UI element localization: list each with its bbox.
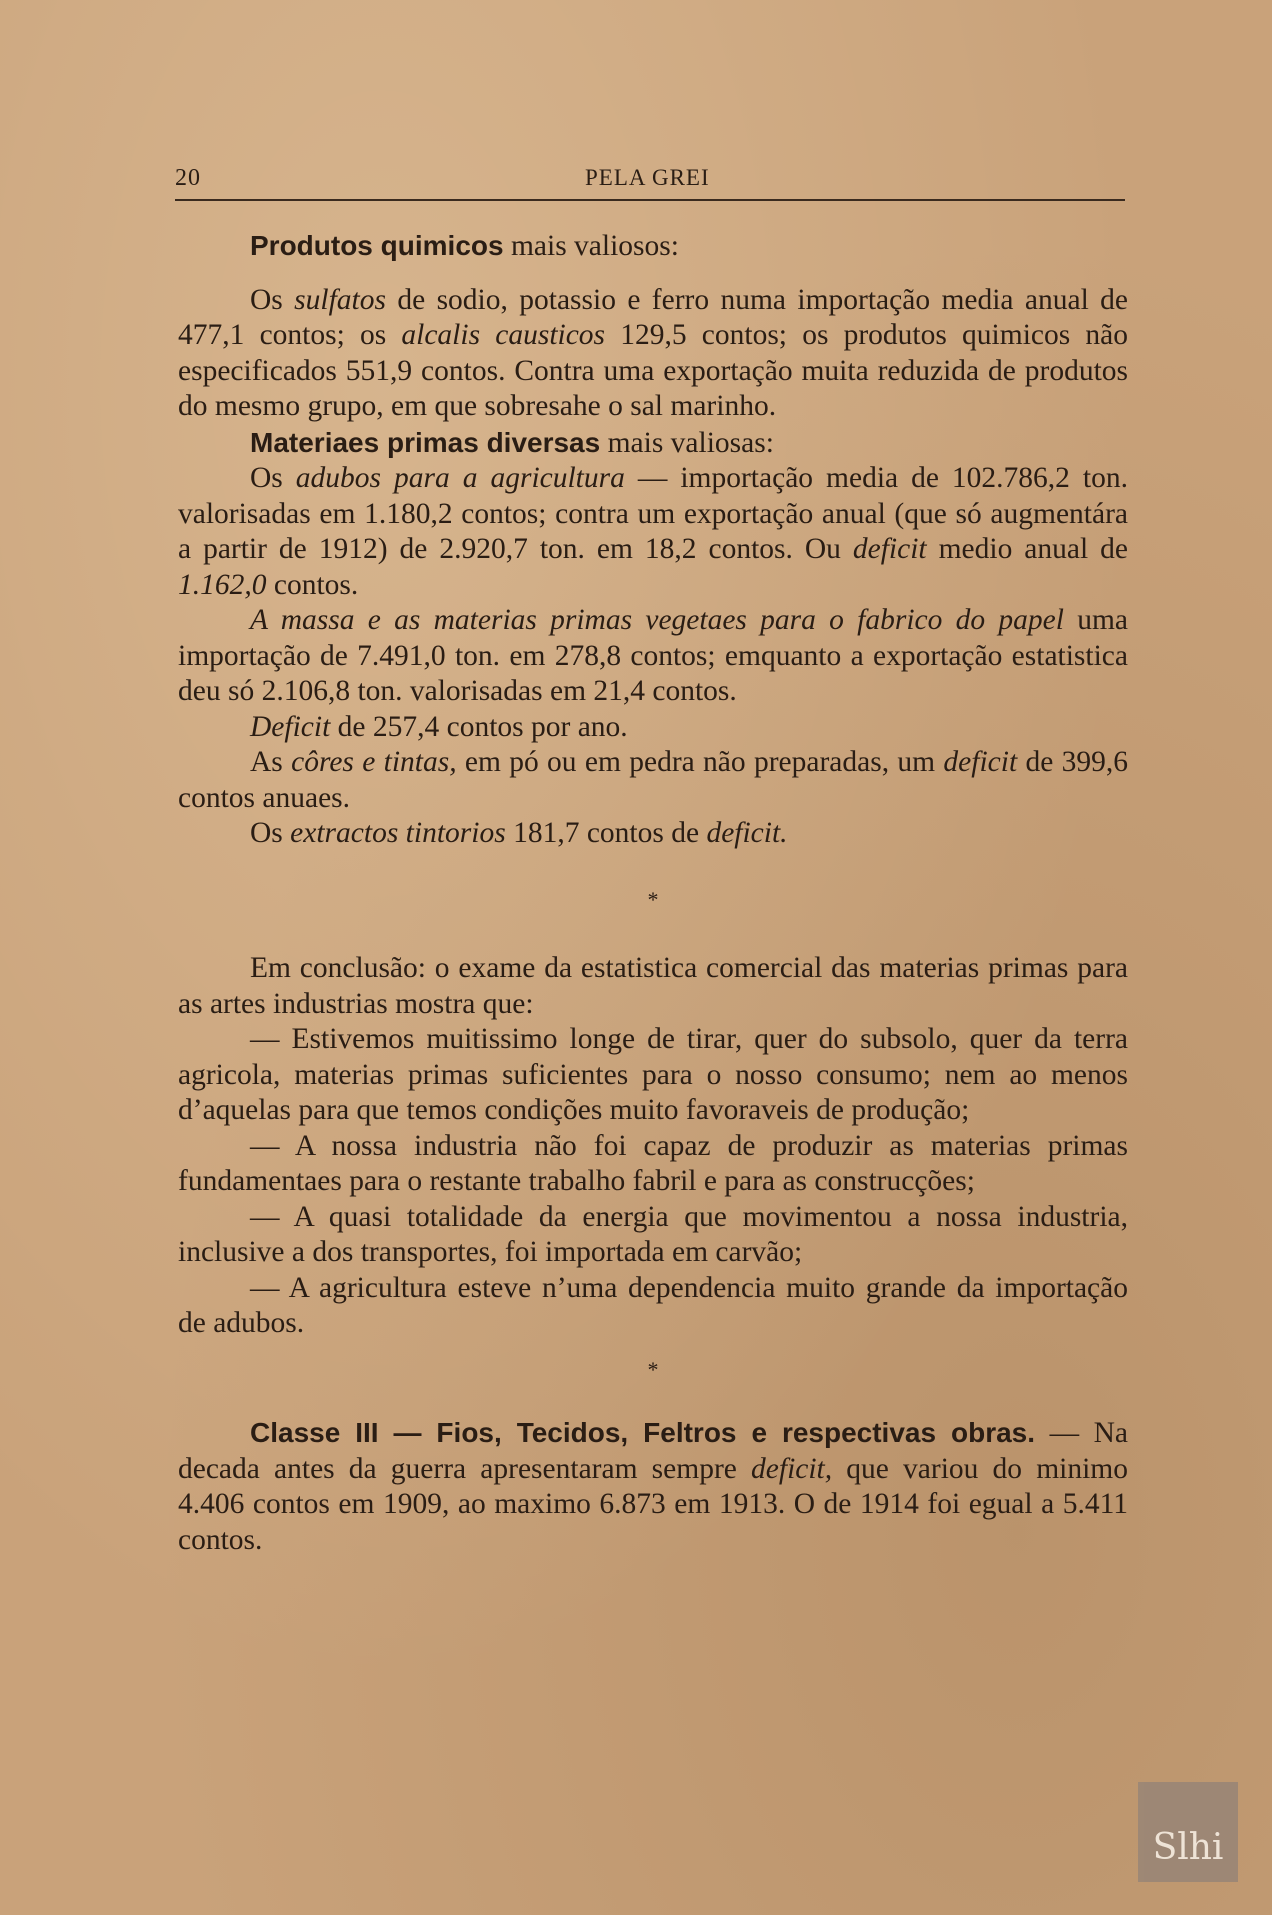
page-number: 20 — [175, 165, 201, 191]
text-run: em pó ou em pedra não preparadas, um — [456, 746, 944, 778]
text-run: Os — [250, 462, 296, 494]
italic-run: deficit — [852, 533, 927, 565]
paragraph-sulfatos — [178, 283, 1128, 425]
running-header — [175, 165, 1125, 201]
paragraph-conclusion-item-4: — A agricultura esteve n’uma dependencia muito grande da importação de adubos. — [178, 1271, 1128, 1339]
section-separator: * — [647, 886, 659, 912]
italic-run: 1.162,0 — [178, 568, 267, 601]
italic-run: deficit, — [751, 1452, 833, 1485]
italic-run: extractos tintorios — [290, 817, 506, 849]
section-heading-produtos-quimicos: Produtos quimicos — [250, 230, 504, 261]
page-body — [178, 228, 1128, 1558]
paragraph-extractos — [178, 816, 1128, 852]
text-run: uma importação de 7.491,0 ton. em 278,8 contos; emquanto a exportação estatistica deu só 2.106,8 ton. valorisadas em 21,4 contos. — [178, 604, 1128, 707]
paragraph-conclusion-item-1: — Estivemos muitissimo longe de tirar, quer do subsolo, quer da terra agricola, materias primas suficientes para o nosso consumo; nem ao menos d’aquelas para que temos condições muito favoraveis de produção; — [178, 1023, 1128, 1126]
section-separator: * — [647, 1356, 659, 1382]
text-run: Os — [250, 283, 295, 316]
watermark-text: Slhi — [1152, 1827, 1224, 1868]
paragraph-deficit — [178, 710, 1128, 746]
paragraph-conclusion-item-2: — A nossa industria não foi capaz de produzir as materias primas fundamentaes para o restante trabalho fabril e para as construcções; — [178, 1129, 1128, 1197]
text-run: — Na decada antes da guerra apresentaram sempre — [178, 1417, 1128, 1485]
text-run: de 257,4 contos por ano. — [330, 710, 628, 743]
italic-run: côres e tintas, — [291, 746, 457, 778]
paragraph-materiaes-primas — [178, 425, 1128, 462]
section-heading-materiaes-primas: Materiaes primas diversas — [250, 426, 601, 458]
section-heading-classe-iii: Classe III — Fios, Tecidos, Feltros e respectivas obras. — [250, 1417, 1036, 1448]
italic-run: sulfatos — [294, 283, 386, 316]
text-run: de 399,6 contos anuaes. — [178, 746, 1129, 814]
text-run: 181,7 contos de — [505, 817, 707, 849]
running-title: PELA GREI — [585, 165, 710, 190]
text-run: que variou do minimo 4.406 contos em 1909, ao maximo 6.873 em 1913. O de 1914 foi egual a 5.411 contos. — [178, 1452, 1129, 1556]
italic-run: alcalis causticos — [401, 319, 606, 351]
paragraph-conclusao: Em conclusão: o exame da estatistica comercial das materias primas para as artes industrias mostra que: — [178, 952, 1128, 1020]
text-run: de sodio, potassio e ferro numa importação media anual de 477,1 contos; os — [178, 283, 1128, 351]
heading-tail: mais valiosos: — [503, 230, 679, 262]
text-run: 129,5 contos; os produtos quimicos não especificados 551,9 contos. Contra uma exportação muita reduzida de produtos do mesmo grupo, em que sobresahe o sal marinho. — [178, 319, 1128, 422]
paragraph-classe-iii — [178, 1415, 1128, 1558]
paragraph-conclusion-item-3: — A quasi totalidade da energia que movimentou a nossa industria, inclusive a dos transportes, foi importada em carvão; — [178, 1200, 1128, 1268]
italic-run: Deficit — [250, 710, 331, 743]
italic-run: deficit — [943, 746, 1018, 778]
paragraph-produtos-quimicos — [178, 228, 1128, 265]
text-run: contos. — [266, 568, 359, 601]
text-run: Os — [250, 817, 291, 849]
text-run: As — [250, 746, 292, 778]
italic-run: A massa e as materias primas vegetaes para o fabrico do papel — [250, 604, 1064, 636]
italic-run: adubos para a agricultura — [295, 462, 625, 494]
paragraph-cores-tintas — [178, 745, 1128, 816]
heading-tail: mais valiosas: — [600, 426, 774, 459]
text-run: medio anual de — [926, 533, 1129, 565]
paragraph-adubos — [178, 461, 1128, 603]
paragraph-massa-papel — [178, 603, 1128, 710]
italic-run: deficit. — [706, 817, 788, 849]
text-run: — importação media de 102.786,2 ton. valorisadas em 1.180,2 contos; contra um exportação anual (que só augmentára a partir de 1912) de 2.920,7 ton. em 18,2 contos. Ou — [178, 462, 1128, 565]
library-watermark-logo — [1138, 1782, 1238, 1882]
